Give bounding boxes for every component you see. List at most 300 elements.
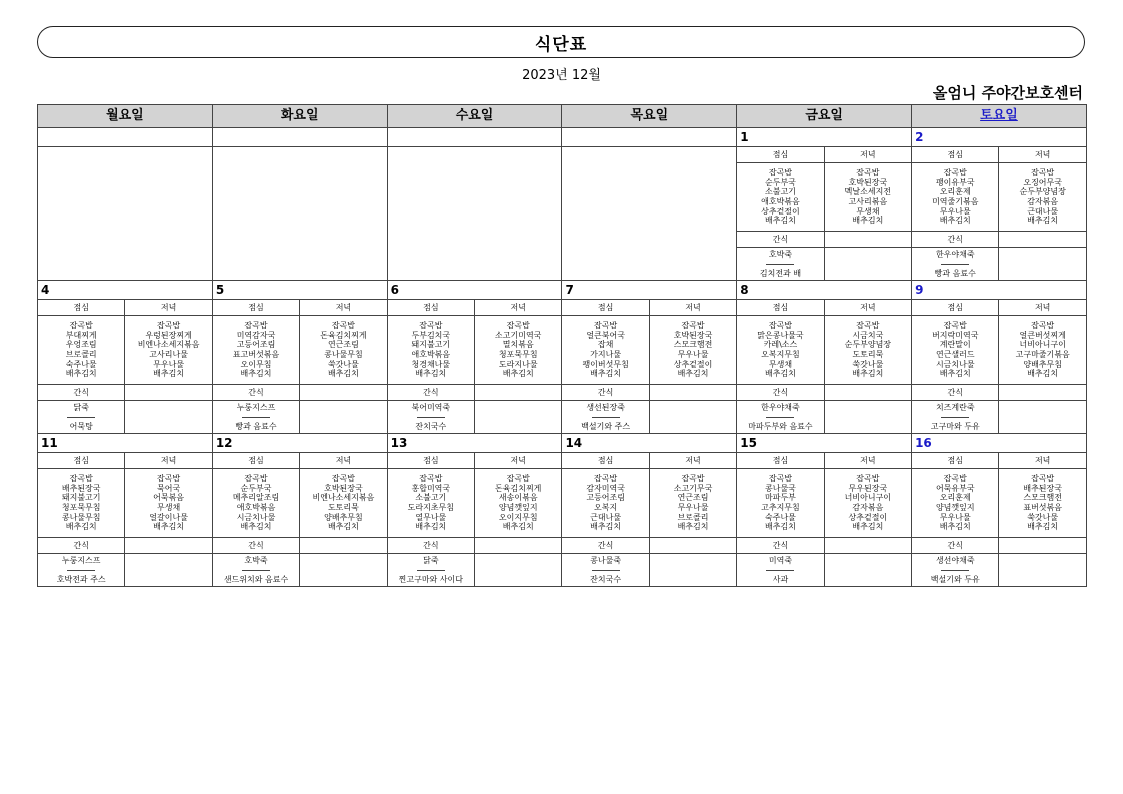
menu-item: 배추김치 — [939, 216, 971, 226]
snack-empty — [824, 385, 911, 401]
snack-empty — [300, 385, 387, 401]
snack-item: 김치전과 배 — [759, 268, 802, 278]
lunch-menu — [212, 469, 299, 538]
dinner-menu — [824, 163, 911, 232]
menu-item: 연근조림 — [677, 493, 709, 503]
lunch-label: 점심 — [562, 300, 649, 316]
snack-item: 빵과 음료수 — [934, 268, 976, 278]
menu-item: 얼갈이나물 — [149, 512, 188, 522]
menu-item: 무생채 — [157, 503, 181, 512]
menu-item: 계란말이 — [939, 340, 971, 350]
snack-menu — [212, 554, 299, 587]
lunch-label: 점심 — [387, 453, 474, 469]
snack-label: 간식 — [38, 385, 125, 401]
snack-separator — [67, 417, 95, 418]
menu-item: 소고기무국 — [673, 483, 713, 493]
menu-item: 표고버섯볶음 — [232, 350, 280, 359]
menu-item: 배추김치 — [939, 369, 971, 379]
menu-item: 배추김치 — [590, 522, 622, 532]
menu-item: 도토리묵 — [327, 503, 359, 512]
lunch-menu — [737, 163, 824, 232]
lunch-menu — [737, 316, 824, 385]
menu-item: 배추김치 — [153, 522, 185, 532]
menu-item: 배추김치 — [1027, 369, 1059, 379]
lunch-menu — [912, 316, 999, 385]
menu-item: 브로콜리 — [65, 350, 97, 359]
dinner-label: 저녁 — [999, 147, 1086, 163]
snack-empty — [125, 385, 212, 401]
menu-item: 어묵유부국 — [935, 483, 975, 493]
menu-item: 순두부양념장 — [1019, 187, 1066, 197]
snack-menu — [912, 248, 999, 281]
menu-item: 오이지무침 — [498, 512, 538, 522]
menu-item: 돈육김치찌게 — [320, 330, 367, 340]
menu-item: 가지나물 — [590, 350, 622, 359]
menu-item: 잡곡밥 — [768, 321, 793, 331]
lunch-menu — [38, 316, 125, 385]
snack-label: 간식 — [912, 538, 999, 554]
menu-item: 스모크햄전 — [673, 340, 713, 350]
menu-item: 오복지무침 — [761, 350, 800, 359]
menu-item: 쑥갓나물 — [327, 359, 359, 369]
menu-item: 도토리묵 — [852, 350, 884, 359]
menu-item: 무생채 — [856, 206, 880, 216]
date-cell: 8 — [737, 281, 912, 300]
snack-item: 한우야채죽 — [761, 402, 800, 412]
date-cell: 2 — [912, 128, 1087, 147]
menu-item: 메추리알조림 — [232, 493, 280, 503]
snacks-row — [38, 554, 1087, 587]
snack-menu — [737, 554, 824, 587]
menu-item: 멕날소세지전 — [844, 187, 892, 197]
menu-item: 오이무침 — [240, 359, 272, 369]
menu-item: 브로콜리 — [677, 512, 709, 522]
menu-item: 감자볶음 — [1027, 197, 1059, 206]
meal-header-row — [38, 147, 1087, 163]
snack-menu — [562, 401, 649, 434]
menu-item: 호박된장국 — [324, 483, 363, 493]
menu-item: 팽이버섯무침 — [582, 359, 629, 369]
empty-cell — [562, 147, 737, 281]
lunch-label: 점심 — [38, 300, 125, 316]
snack-item: 마파두부와 음료수 — [748, 421, 813, 431]
lunch-menu — [562, 469, 649, 538]
menu-item: 배추김치 — [764, 369, 796, 379]
snack-separator — [766, 417, 794, 418]
menu-item: 배추김치 — [590, 369, 622, 379]
snack-separator — [766, 264, 794, 265]
menu-item: 청경채나물 — [411, 359, 451, 369]
snack-label: 간식 — [912, 385, 999, 401]
meals-row — [38, 469, 1087, 538]
lunch-label: 점심 — [38, 453, 125, 469]
day-header-5: 금요일 — [737, 105, 912, 128]
menu-item: 배추김치 — [240, 522, 272, 532]
dinner-label: 저녁 — [649, 453, 736, 469]
date-row — [38, 434, 1087, 453]
dinner-menu — [999, 316, 1086, 385]
snack-empty — [824, 248, 911, 281]
menu-item: 잡곡밥 — [244, 321, 268, 331]
dinner-label: 저녁 — [999, 453, 1086, 469]
snack-menu — [562, 554, 649, 587]
menu-item: 배추된장국 — [61, 483, 101, 493]
menu-item: 비엔나소세지볶음 — [137, 340, 200, 350]
lunch-menu — [387, 316, 474, 385]
menu-item: 소고기미역국 — [495, 330, 542, 340]
menu-item: 얼큰버섯찌게 — [1019, 330, 1066, 340]
snack-empty — [824, 538, 911, 554]
menu-item: 잡곡밥 — [856, 474, 880, 484]
snack-empty — [649, 554, 736, 587]
menu-item: 소불고기 — [415, 493, 447, 503]
title-box — [37, 26, 1085, 58]
menu-item: 새송이볶음 — [498, 493, 538, 503]
dinner-menu — [475, 469, 562, 538]
menu-item: 미역감자국 — [236, 330, 276, 340]
lunch-label: 점심 — [912, 300, 999, 316]
snack-item: 찐고구마와 사이다 — [398, 574, 464, 584]
menu-item: 배추김치 — [677, 522, 709, 532]
menu-item: 돈육김치찌게 — [495, 483, 542, 493]
menu-item: 잡곡밥 — [69, 321, 93, 331]
snack-item: 생선된장죽 — [586, 402, 625, 412]
snack-item: 잔치국수 — [415, 421, 447, 431]
meal-header-row — [38, 453, 1087, 469]
menu-item: 고사리나물 — [149, 350, 188, 359]
menu-item: 잡곡밥 — [768, 168, 793, 178]
menu-item: 우렁된장찌게 — [145, 330, 192, 340]
menu-item: 배추김치 — [852, 522, 884, 532]
snack-separator — [766, 570, 794, 571]
snack-label: 간식 — [562, 538, 649, 554]
menu-item: 얼큰북어국 — [586, 330, 625, 340]
snack-menu — [387, 554, 474, 587]
menu-item: 호박된장국 — [673, 330, 713, 340]
menu-item: 무우나물 — [677, 350, 709, 359]
snack-label: 간식 — [212, 538, 299, 554]
lunch-menu — [387, 469, 474, 538]
lunch-label: 점심 — [562, 453, 649, 469]
snack-item: 누룽지스프 — [236, 402, 276, 412]
snack-header-row — [38, 385, 1087, 401]
menu-item: 배추김치 — [939, 522, 971, 532]
dinner-label: 저녁 — [475, 453, 562, 469]
snack-separator — [592, 417, 620, 418]
lunch-label: 점심 — [212, 300, 299, 316]
snack-menu — [912, 401, 999, 434]
menu-item: 배추김치 — [327, 369, 359, 379]
menu-item: 배추김치 — [764, 216, 796, 226]
menu-item: 잡곡밥 — [157, 321, 181, 331]
snack-menu — [387, 401, 474, 434]
menu-item: 고사리볶음 — [848, 197, 888, 206]
dinner-label: 저녁 — [300, 453, 387, 469]
menu-item: 잡곡밥 — [244, 474, 268, 484]
lunch-menu — [912, 163, 999, 232]
menu-item: 잡곡밥 — [331, 321, 356, 331]
snack-empty — [999, 401, 1086, 434]
menu-item: 순두부국 — [240, 483, 272, 493]
lunch-menu — [212, 316, 299, 385]
menu-item: 잡곡밥 — [856, 321, 880, 331]
snack-empty — [475, 538, 562, 554]
meals-row — [38, 316, 1087, 385]
menu-item: 무우나물 — [939, 512, 971, 522]
snack-header-row — [38, 538, 1087, 554]
snack-separator — [417, 417, 445, 418]
menu-item: 잡곡밥 — [1031, 321, 1055, 331]
menu-item: 미역줄기볶음 — [932, 197, 979, 206]
snacks-row — [38, 401, 1087, 434]
snack-item: 닭죽 — [73, 402, 89, 412]
menu-item: 숙주나물 — [65, 359, 97, 369]
snack-empty — [125, 538, 212, 554]
snack-separator — [941, 570, 969, 571]
menu-item: 배추김치 — [327, 522, 359, 532]
menu-item: 무우나물 — [939, 206, 971, 216]
lunch-label: 점심 — [912, 147, 999, 163]
menu-item: 잡곡밥 — [506, 321, 530, 331]
dinner-label: 저녁 — [999, 300, 1086, 316]
menu-item: 감자미역국 — [586, 483, 625, 493]
menu-item: 비엔나소세지볶음 — [312, 493, 375, 503]
menu-item: 시금치나물 — [236, 512, 276, 522]
snack-label: 간식 — [737, 385, 824, 401]
menu-item: 잡곡밥 — [1031, 474, 1055, 484]
menu-item: 어묵볶음 — [153, 493, 185, 503]
snack-item: 닭죽 — [423, 555, 439, 565]
menu-item: 감자볶음 — [852, 503, 884, 512]
menu-item: 배추김치 — [764, 522, 796, 532]
menu-item: 잡곡밥 — [419, 321, 443, 331]
snack-empty — [999, 554, 1086, 587]
menu-item: 오징어무국 — [1023, 177, 1062, 187]
snack-empty — [300, 538, 387, 554]
snack-item: 북어미역죽 — [411, 402, 451, 412]
menu-item: 두부김치국 — [411, 330, 451, 340]
snack-separator — [242, 570, 270, 571]
snack-item: 호박죽 — [768, 249, 793, 259]
snack-menu — [912, 554, 999, 587]
menu-item: 열무나물 — [415, 512, 447, 522]
menu-item: 잡곡밥 — [856, 168, 880, 178]
empty-cell — [38, 147, 213, 281]
menu-item: 배추김치 — [153, 369, 185, 379]
menu-item: 연근조림 — [327, 340, 359, 350]
menu-item: 배추김치 — [415, 369, 447, 379]
dinner-menu — [649, 316, 736, 385]
snack-separator — [242, 417, 270, 418]
day-header-4: 목요일 — [562, 105, 737, 128]
snack-empty — [475, 401, 562, 434]
snack-item: 사과 — [772, 574, 789, 584]
menu-item: 잡곡밥 — [69, 474, 93, 484]
dinner-menu — [824, 469, 911, 538]
meal-calendar — [37, 104, 1087, 587]
dinner-label: 저녁 — [125, 453, 212, 469]
snack-item: 치즈계란죽 — [935, 402, 975, 412]
menu-item: 잡곡밥 — [594, 321, 618, 331]
menu-item: 버지락미역국 — [932, 330, 979, 340]
menu-item: 우엉조림 — [65, 340, 97, 350]
snack-separator — [941, 417, 969, 418]
snack-item: 콩나물죽 — [590, 555, 622, 565]
menu-item: 콩나물국 — [764, 483, 796, 493]
menu-item: 잡곡밥 — [157, 474, 181, 484]
menu-item: 호박된장국 — [848, 177, 888, 187]
snack-label: 간식 — [737, 538, 824, 554]
snack-item: 샌드위치와 음료수 — [223, 574, 289, 584]
snack-label: 간식 — [212, 385, 299, 401]
snack-item: 백설기와 두유 — [930, 574, 980, 584]
snack-item: 생선야채죽 — [935, 555, 975, 565]
menu-item: 배추김치 — [240, 369, 272, 379]
snack-item: 한우야채죽 — [935, 249, 975, 259]
menu-item: 잡곡밥 — [594, 474, 618, 484]
date-cell: 11 — [38, 434, 213, 453]
snack-separator — [592, 570, 620, 571]
menu-item: 잡곡밥 — [681, 474, 705, 484]
menu-item: 너비아니구이 — [1019, 340, 1066, 350]
menu-item: 시금치국 — [852, 330, 884, 340]
menu-item: 돼지불고기 — [411, 340, 451, 350]
dinner-menu — [300, 316, 387, 385]
menu-item: 애호박볶음 — [236, 503, 276, 512]
menu-item: 고등어조림 — [586, 493, 625, 503]
snack-separator — [941, 264, 969, 265]
snack-label: 간식 — [737, 232, 824, 248]
snack-empty — [475, 385, 562, 401]
date-cell — [38, 128, 213, 147]
menu-item: 소불고기 — [764, 187, 796, 197]
date-cell: 7 — [562, 281, 737, 300]
menu-item: 배추김치 — [852, 216, 884, 226]
dinner-label: 저녁 — [824, 453, 911, 469]
menu-item: 숙주나물 — [764, 512, 796, 522]
menu-item: 배추김치 — [502, 522, 534, 532]
menu-item: 배추된장국 — [1023, 483, 1062, 493]
menu-item: 배추김치 — [1027, 522, 1059, 532]
menu-item: 무우된장국 — [848, 483, 888, 493]
menu-item: 묵어국 — [157, 483, 181, 493]
dinner-label: 저녁 — [824, 147, 911, 163]
menu-item: 순두부양념장 — [844, 340, 892, 350]
snack-empty — [125, 554, 212, 587]
lunch-menu — [912, 469, 999, 538]
dinner-label: 저녁 — [649, 300, 736, 316]
lunch-label: 점심 — [912, 453, 999, 469]
snack-label: 간식 — [387, 385, 474, 401]
snack-empty — [475, 554, 562, 587]
menu-item: 맑은콩나물국 — [757, 330, 804, 340]
snack-separator — [67, 570, 95, 571]
menu-item: 배추김치 — [1027, 216, 1059, 226]
lunch-label: 점심 — [737, 453, 824, 469]
snack-item: 고구마와 두유 — [930, 421, 980, 431]
day-header-2: 화요일 — [212, 105, 387, 128]
snack-empty — [649, 538, 736, 554]
dinner-menu — [125, 469, 212, 538]
snack-separator — [417, 570, 445, 571]
menu-item: 고추지무침 — [761, 503, 800, 512]
menu-item: 무우나물 — [677, 503, 709, 512]
menu-item: 배추김치 — [65, 522, 97, 532]
dinner-label: 저녁 — [125, 300, 212, 316]
dinner-label: 저녁 — [824, 300, 911, 316]
menu-item: 돼지불고기 — [61, 493, 101, 503]
menu-item: 오리훈제 — [939, 493, 971, 503]
menu-item: 잡곡밥 — [331, 474, 356, 484]
menu-item: 상추겉절이 — [761, 206, 800, 216]
date-cell: 12 — [212, 434, 387, 453]
snack-label: 간식 — [387, 538, 474, 554]
lunch-menu — [562, 316, 649, 385]
menu-item: 배추김치 — [502, 369, 534, 379]
snack-label: 간식 — [562, 385, 649, 401]
menu-item: 연근샐러드 — [935, 350, 975, 359]
date-cell: 1 — [737, 128, 912, 147]
menu-item: 잡곡밥 — [943, 474, 967, 484]
snack-empty — [824, 554, 911, 587]
menu-item: 카레\소스 — [763, 340, 798, 350]
snack-item: 빵과 음료수 — [235, 421, 277, 431]
menu-item: 무우나물 — [153, 359, 185, 369]
menu-item: 양념깻잎지 — [935, 503, 975, 512]
lunch-label: 점심 — [212, 453, 299, 469]
day-header-3: 수요일 — [387, 105, 562, 128]
menu-item: 청포묵무침 — [61, 503, 101, 512]
snack-item: 백설기와 주스 — [581, 421, 631, 431]
snack-empty — [300, 401, 387, 434]
menu-item: 쑥갓나물 — [1027, 512, 1059, 522]
snack-empty — [999, 538, 1086, 554]
dinner-menu — [999, 469, 1086, 538]
date-cell: 15 — [737, 434, 912, 453]
lunch-label: 점심 — [737, 300, 824, 316]
menu-item: 부대찌게 — [65, 330, 97, 340]
date-row — [38, 281, 1087, 300]
dinner-menu — [300, 469, 387, 538]
menu-item: 잡곡밥 — [768, 474, 793, 484]
snack-label: 간식 — [912, 232, 999, 248]
snack-empty — [300, 554, 387, 587]
menu-item: 잡곡밥 — [419, 474, 443, 484]
menu-item: 배추김치 — [677, 369, 709, 379]
menu-item: 근대나물 — [1027, 206, 1059, 216]
menu-item: 배추김치 — [415, 522, 447, 532]
menu-item: 도라지초무침 — [407, 503, 455, 512]
menu-item: 무생채 — [768, 359, 793, 369]
menu-item: 도라지나물 — [498, 359, 538, 369]
menu-item: 마파두부 — [764, 493, 796, 503]
date-cell — [387, 128, 562, 147]
menu-item: 너비아니구이 — [844, 493, 892, 503]
meal-header-row — [38, 300, 1087, 316]
snack-empty — [125, 401, 212, 434]
date-cell: 9 — [912, 281, 1087, 300]
snack-item: 미역죽 — [768, 555, 793, 565]
menu-item: 멸치볶음 — [502, 340, 534, 350]
menu-item: 잡곡밥 — [1031, 168, 1055, 178]
snack-empty — [649, 385, 736, 401]
menu-item: 홍합미역국 — [411, 483, 451, 493]
day-header-row — [38, 105, 1087, 128]
date-cell: 14 — [562, 434, 737, 453]
snack-empty — [999, 248, 1086, 281]
empty-cell — [387, 147, 562, 281]
menu-item: 순두부국 — [764, 177, 796, 187]
